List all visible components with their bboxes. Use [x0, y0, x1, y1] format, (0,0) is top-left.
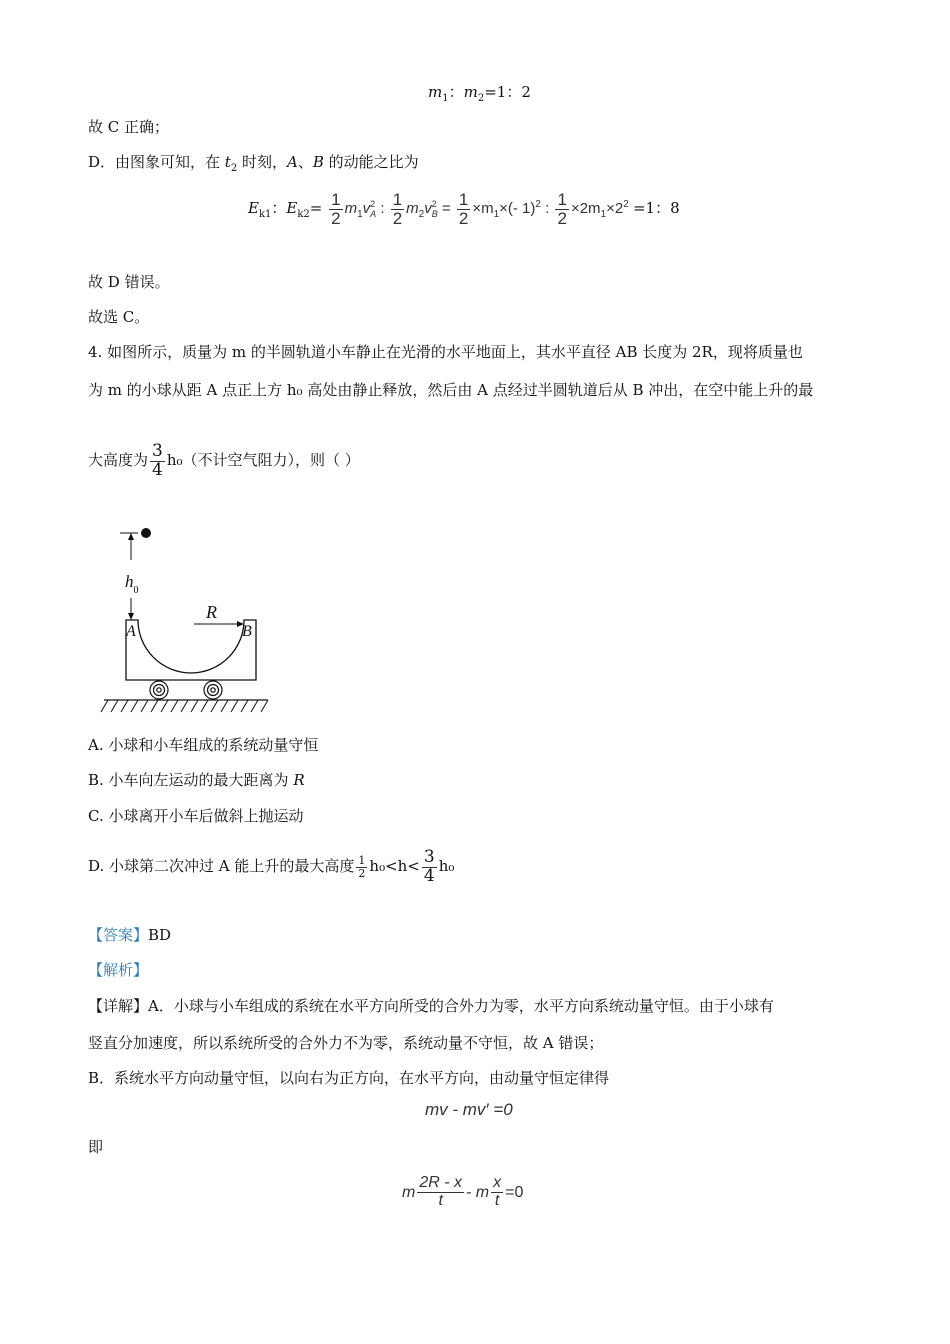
- choice-line: 故选 C。: [88, 308, 150, 326]
- option-d: D. 小球第二次冲过 A 能上升的最大高度 $\frac{1}{2}$ h₀<h< $\frac{3}{4}$ h₀: [88, 846, 455, 886]
- c-conclusion: 故 C 正确；: [88, 118, 170, 136]
- point-a-label: A: [126, 623, 136, 640]
- ek-expression: $\frac{1}{2}$ $m_1v$ 2 A : $\frac{1}{2}$ $m_2v$ 2 B = $\frac{1}{2}$ $\times m_1\times(-$ 1)$^2$ : $\frac{1}{2}$ $\times 2m_1\times 2^2$: [331, 189, 629, 228]
- half-fraction: $\frac{1}{2}$: [331, 189, 341, 228]
- height-label: $h_0$: [125, 572, 139, 596]
- ji-label: 即: [88, 1138, 104, 1156]
- half-fraction-small: $\frac{1}{2}$: [358, 853, 366, 880]
- three-quarters-fraction: $\frac{3}{4}$: [423, 846, 435, 886]
- kinetic-energy-formula: $E_{k1}$：$E_{k2}=$ $\frac{1}{2}$ $m_1v$ 2 A : $\frac{1}{2}$ $m_2v$ 2 B = $\frac{1}{2}$ $\times m_1\times(-$ 1)$^2$ : $\frac{1}{2}$ $\times 2m_1\times 2^2 =1$：8: [248, 189, 680, 228]
- question-4-line-3: 大高度为 $\frac{3}{4}$ h₀（不计空气阻力），则（ ）: [88, 440, 360, 480]
- option-a: A. 小球和小车组成的系统动量守恒: [88, 736, 319, 754]
- wheel-icon: [204, 681, 222, 699]
- mass-ratio-line: $m_1$：$m_2=1$：2: [428, 83, 531, 104]
- velocity-fraction: $\frac{x}{t}$: [493, 1174, 502, 1210]
- ball-icon: [141, 528, 151, 538]
- detail-line-1: 【详解】A．小球与小车组成的系统在水平方向所受的合外力为零，水平方向系统动量守恒。由于小球有: [88, 997, 774, 1015]
- point-b-label: B: [242, 623, 252, 640]
- displacement-equation: m $\frac{2R - x}{t}$ - m $\frac{x}{t}$ =0: [402, 1174, 524, 1210]
- momentum-equation: mv - mv′ =0: [425, 1100, 513, 1119]
- half-fraction: $\frac{1}{2}$: [557, 189, 567, 228]
- three-quarters-fraction: $\frac{3}{4}$: [152, 440, 163, 480]
- d-conclusion: 故 D 错误。: [88, 273, 170, 291]
- question-4-line-2: 为 m 的小球从距 A 点正上方 h₀ 高处由静止释放，然后由 A 点经过半圆轨道后从 B 冲出，在空中能上升的最: [88, 381, 814, 399]
- arrow-up-head: [128, 533, 134, 540]
- radius-label: R: [206, 602, 217, 622]
- ground-hatching: [101, 700, 268, 712]
- half-fraction: $\frac{1}{2}$: [458, 189, 469, 228]
- cart-body: [126, 620, 256, 680]
- half-fraction: $\frac{1}{2}$: [392, 189, 403, 228]
- detail-line-3: B．系统水平方向动量守恒，以向右为正方向，在水平方向，由动量守恒定律得: [88, 1069, 610, 1087]
- arrow-down-head: [128, 613, 134, 620]
- detail-line-2: 竖直分加速度，所以系统所受的合外力不为零，系统动量不守恒，故 A 错误；: [88, 1034, 604, 1052]
- option-c: C. 小球离开小车后做斜上抛运动: [88, 807, 304, 825]
- displacement-fraction: $\frac{2R - x}{t}$: [419, 1174, 462, 1210]
- question-4-line-1: 4. 如图所示，质量为 m 的半圆轨道小车静止在光滑的水平地面上，其水平直径 AB 长度为 2R，现将质量也: [88, 343, 803, 361]
- wheel-icon: [150, 681, 168, 699]
- d-intro: D．由图象可知，在 $t_2$ 时刻，A、B 的动能之比为: [88, 153, 419, 174]
- option-b: B. 小车向左运动的最大距离为 R: [88, 771, 305, 789]
- analysis-tag: 【解析】: [88, 961, 149, 979]
- half-pipe-cart-diagram: [98, 520, 278, 720]
- answer-line: 【答案】BD: [88, 926, 172, 944]
